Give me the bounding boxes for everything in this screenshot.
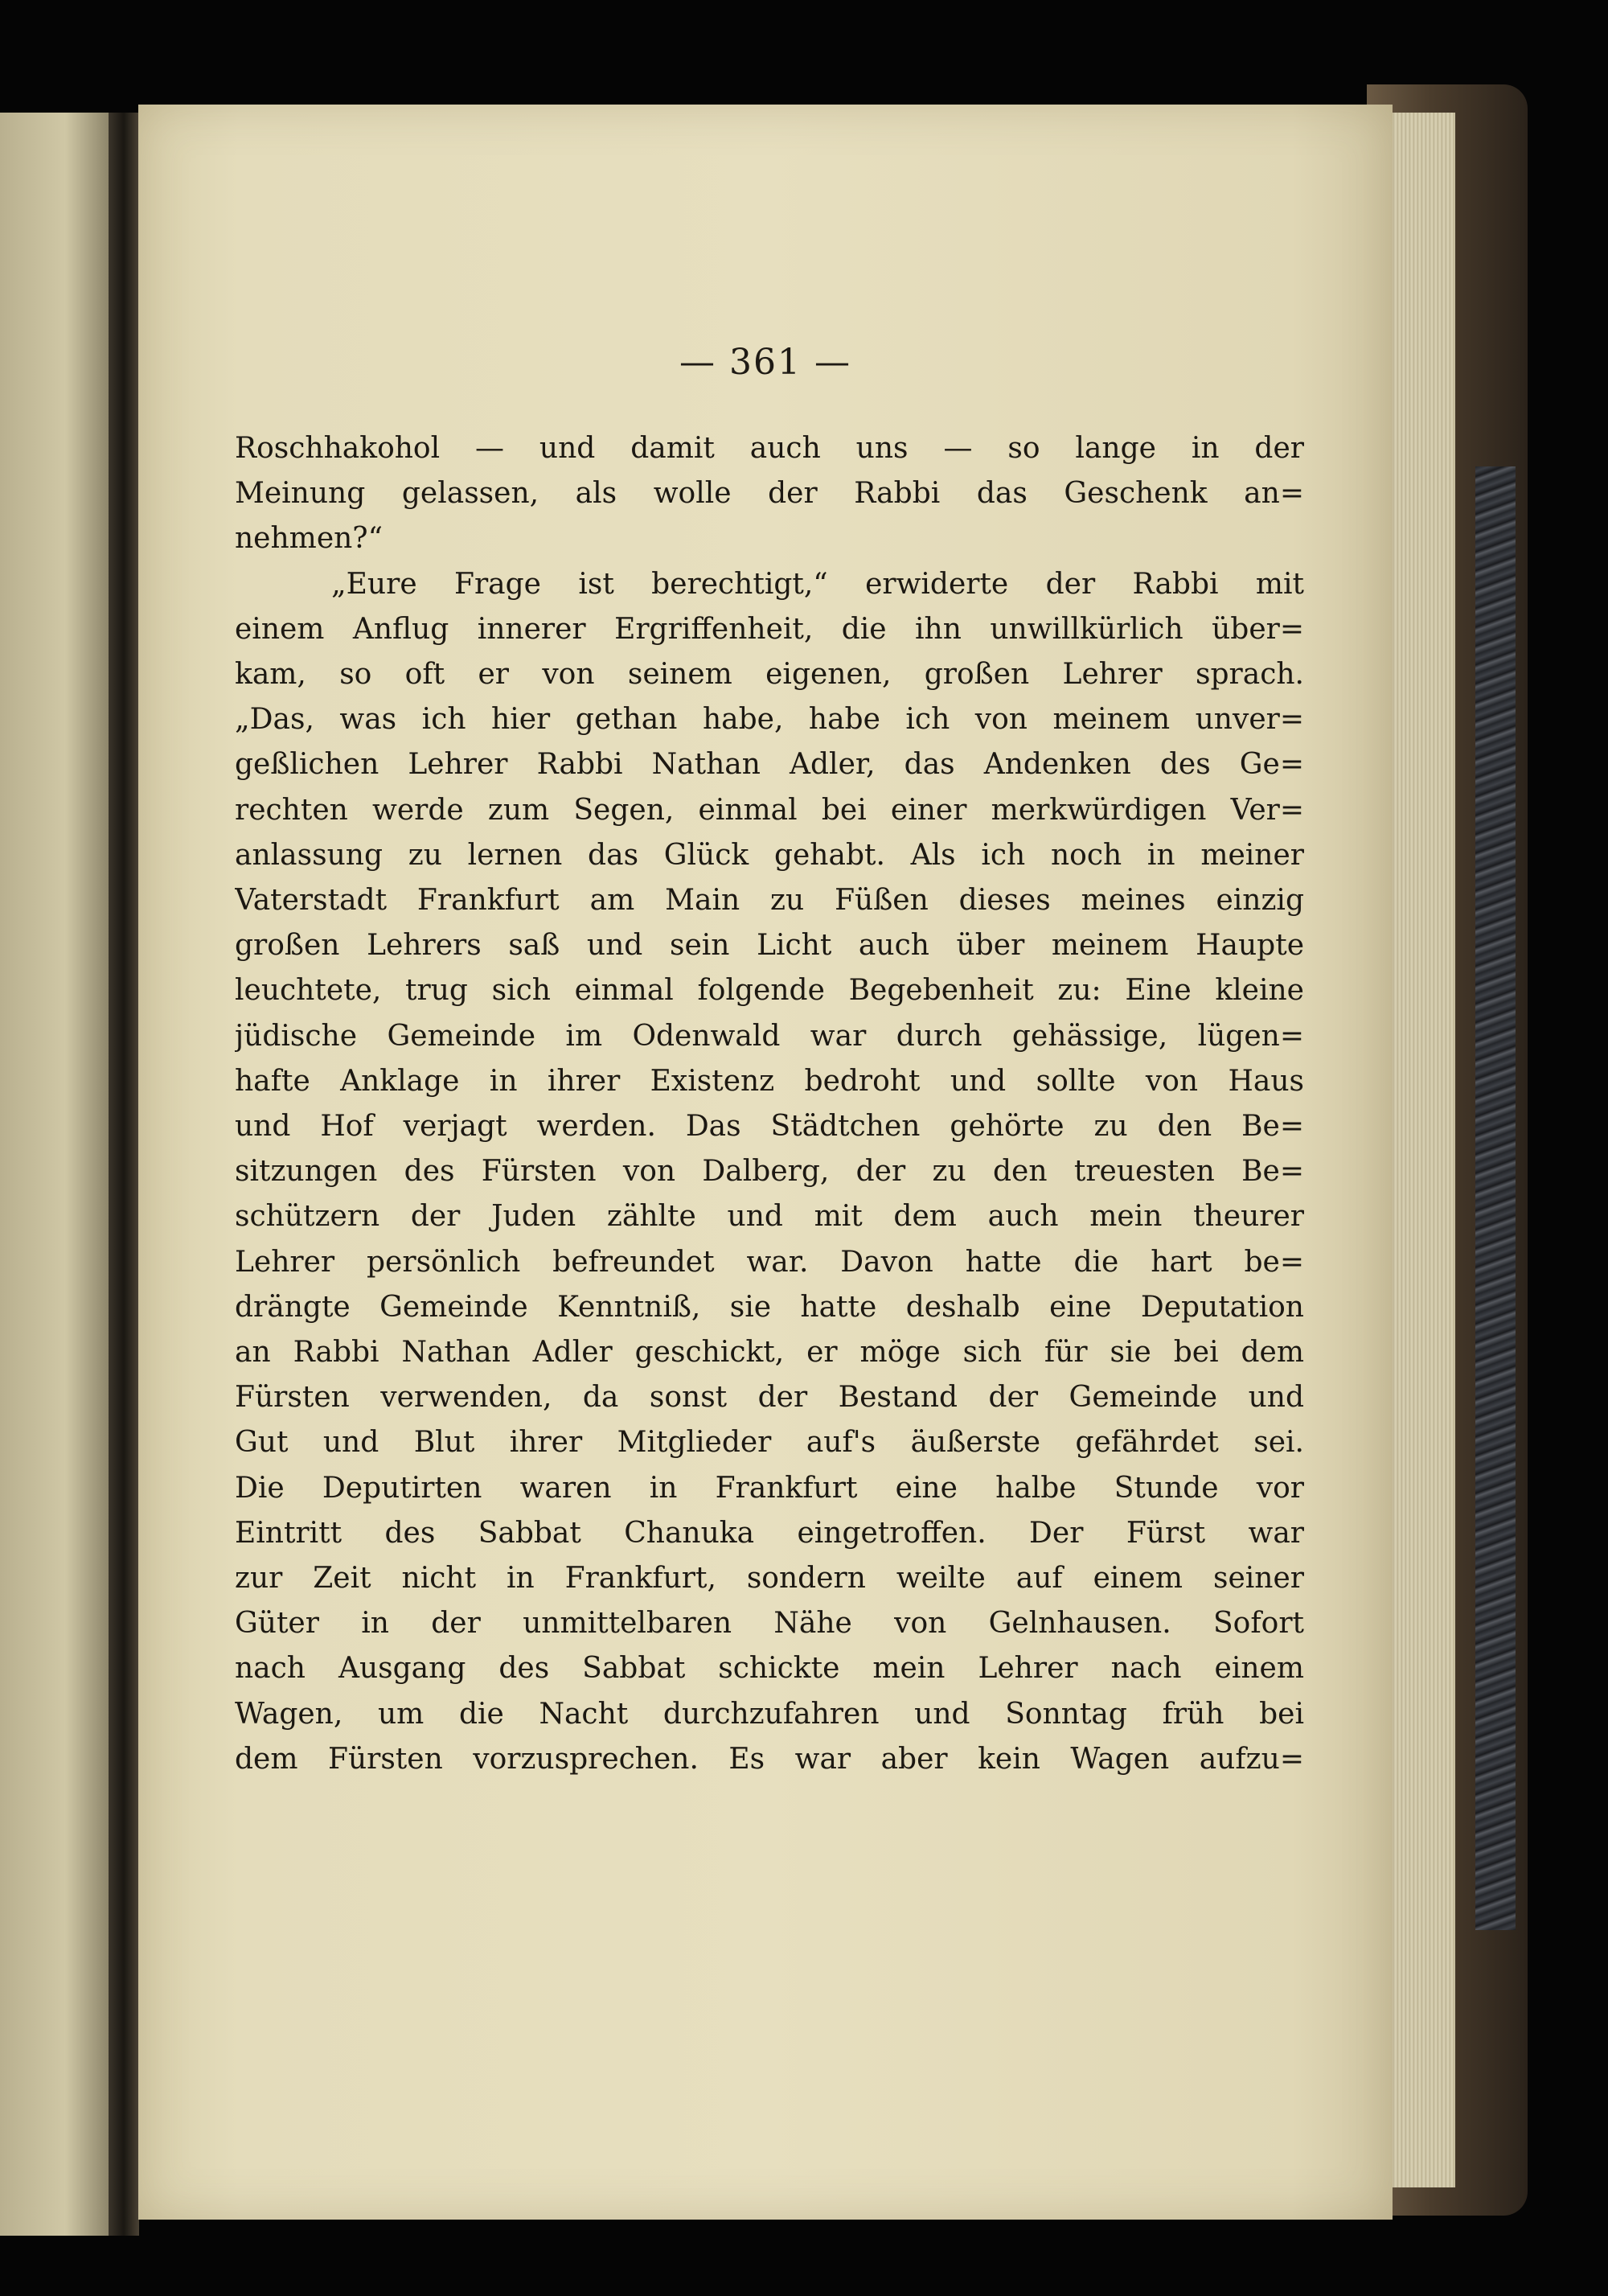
text-line: „Das, was ich hier gethan habe, habe ich von meinem unver= [235, 703, 1304, 737]
text-line: anlassung zu lernen das Glück gehabt. Als ich noch in meiner [235, 838, 1304, 872]
text-line: rechten werde zum Segen, einmal bei einer merkwürdigen Ver= [235, 793, 1304, 827]
text-line: zur Zeit nicht in Frankfurt, sondern weilte auf einem seiner [235, 1562, 1304, 1596]
text-line: und Hof verjagt werden. Das Städtchen gehörte zu den Be= [235, 1110, 1304, 1144]
text-line: leuchtete, trug sich einmal folgende Begebenheit zu: Eine kleine [235, 974, 1304, 1008]
text-line: jüdische Gemeinde im Odenwald war durch gehässige, lügen= [235, 1019, 1304, 1053]
text-line: Meinung gelassen, als wolle der Rabbi das Geschenk an= [235, 477, 1304, 511]
marbled-edge [1475, 466, 1516, 1930]
text-line: „Eure Frage ist berechtigt,“ erwiderte der Rabbi mit [331, 567, 1304, 601]
text-line: einem Anflug innerer Ergriffenheit, die ihn unwillkürlich über= [235, 612, 1304, 646]
text-line: kam, so oft er von seinem eigenen, großen Lehrer sprach. [235, 658, 1304, 692]
book-page [138, 105, 1393, 2220]
text-line: nach Ausgang des Sabbat schickte mein Lehrer nach einem [235, 1652, 1304, 1686]
page-number: — 361 — [679, 342, 851, 383]
text-line: schützern der Juden zählte und mit dem auch mein theurer [235, 1200, 1304, 1234]
text-line: nehmen?“ [235, 522, 384, 556]
text-line: Gut und Blut ihrer Mitglieder auf's äußerste gefährdet sei. [235, 1426, 1304, 1460]
text-line: an Rabbi Nathan Adler geschickt, er möge sich für sie bei dem [235, 1336, 1304, 1370]
body-text [235, 426, 1304, 1782]
text-line: Roschhakohol — und damit auch uns — so lange in der [235, 432, 1304, 465]
text-line: sitzungen des Fürsten von Dalberg, der zu den treuesten Be= [235, 1155, 1304, 1189]
text-line: Die Deputirten waren in Frankfurt eine halbe Stunde vor [235, 1471, 1304, 1505]
page-stack-edge [1391, 113, 1455, 2187]
facing-page-edge [0, 113, 109, 2236]
text-line: geßlichen Lehrer Rabbi Nathan Adler, das Andenken des Ge= [235, 748, 1304, 782]
book-gutter [109, 113, 139, 2236]
text-line: Lehrer persönlich befreundet war. Davon hatte die hart be= [235, 1245, 1304, 1279]
text-line: drängte Gemeinde Kenntniß, sie hatte deshalb eine Deputation [235, 1290, 1304, 1324]
text-line: Güter in der unmittelbaren Nähe von Gelnhausen. Sofort [235, 1607, 1304, 1641]
text-line: Wagen, um die Nacht durchzufahren und Sonntag früh bei [235, 1697, 1304, 1731]
text-line: hafte Anklage in ihrer Existenz bedroht und sollte von Haus [235, 1064, 1304, 1098]
text-line: Fürsten verwenden, da sonst der Bestand der Gemeinde und [235, 1381, 1304, 1415]
text-line: dem Fürsten vorzusprechen. Es war aber kein Wagen aufzu= [235, 1742, 1304, 1776]
text-line: Eintritt des Sabbat Chanuka eingetroffen. Der Fürst war [235, 1516, 1304, 1550]
text-line: großen Lehrers saß und sein Licht auch über meinem Haupte [235, 929, 1304, 963]
text-line: Vaterstadt Frankfurt am Main zu Füßen dieses meines einzig [235, 884, 1304, 918]
